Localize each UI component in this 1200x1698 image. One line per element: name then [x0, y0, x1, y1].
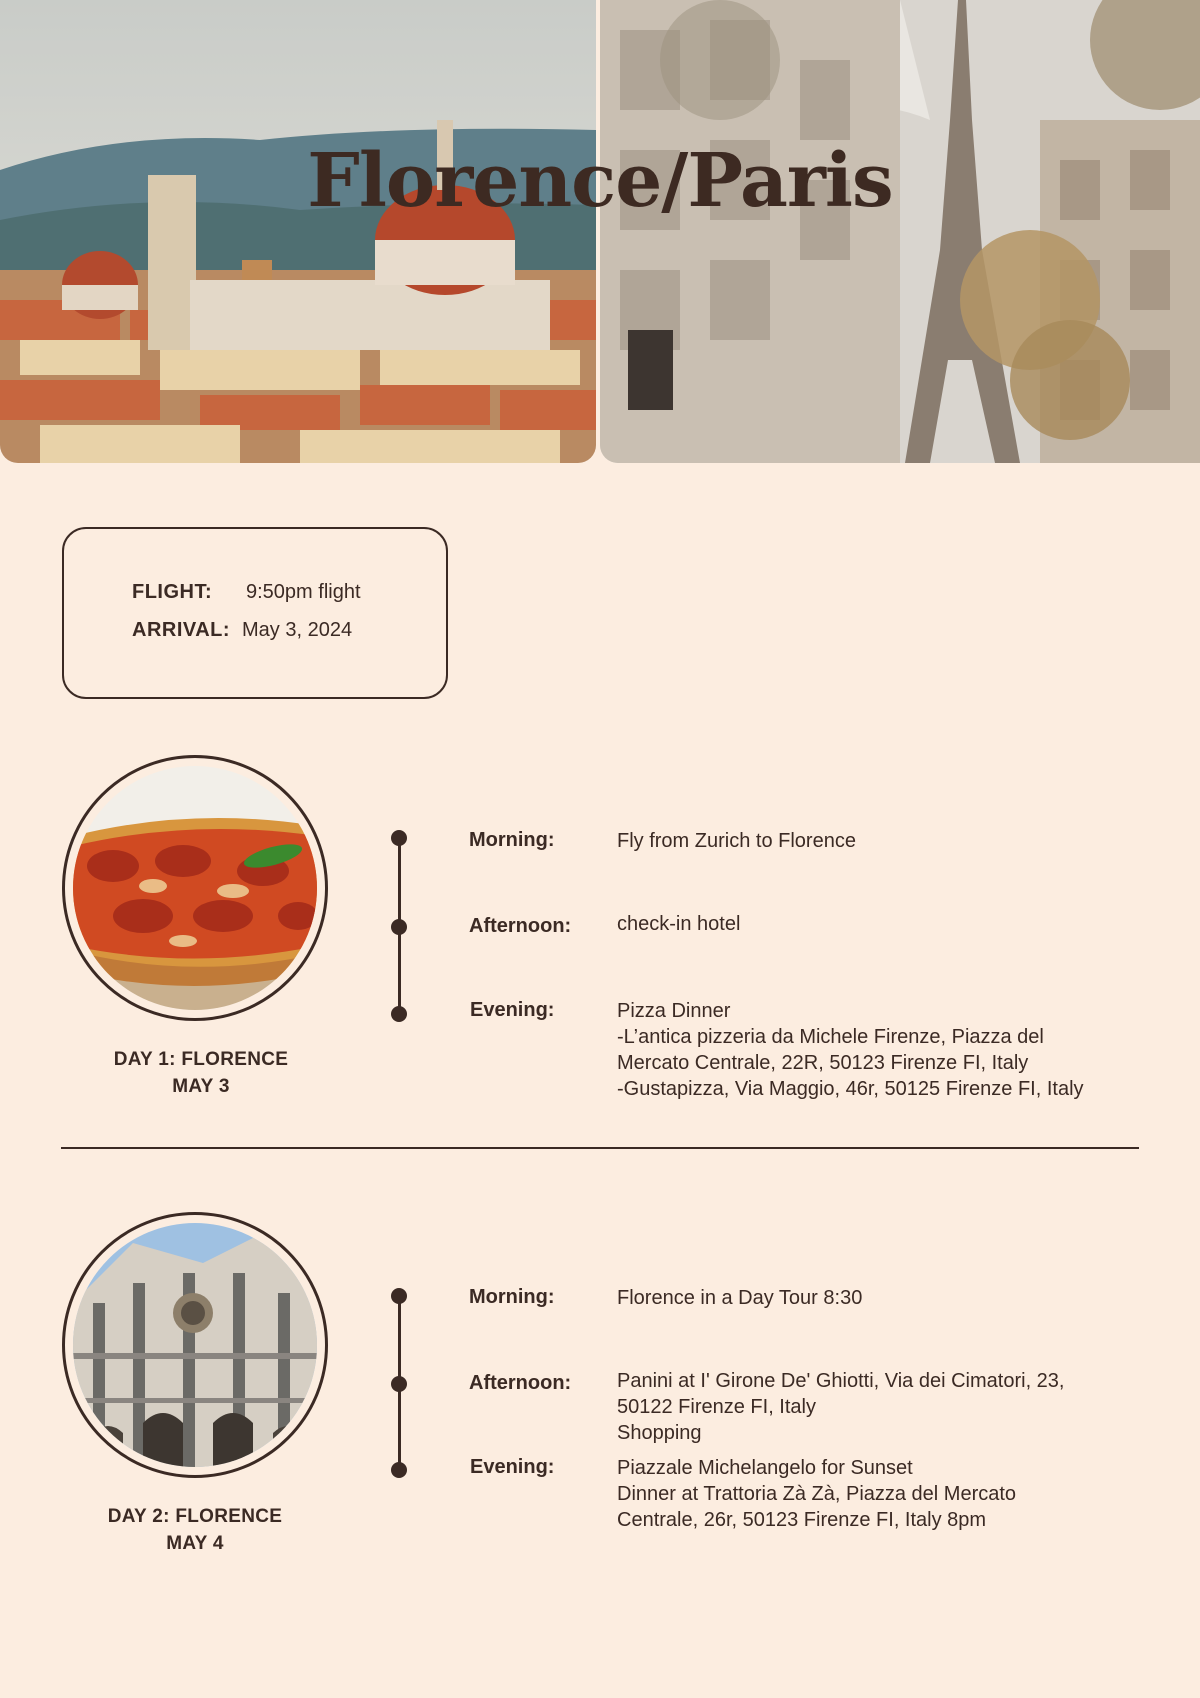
day1-evening-line: -L’antica pizzeria da Michele Firenze, Piazza del [617, 1026, 1044, 1048]
flight-value: 9:50pm flight [246, 581, 361, 603]
day2-evening-desc [617, 1455, 1177, 1533]
section-divider [61, 1147, 1139, 1149]
day2-morning-line: Florence in a Day Tour 8:30 [617, 1287, 863, 1309]
day1-caption [68, 1046, 334, 1100]
day2-afternoon-desc [617, 1368, 1177, 1446]
day1-afternoon-label: Afternoon: [469, 915, 572, 937]
hero-banner [0, 0, 1200, 463]
day2-morning-desc [617, 1285, 1177, 1311]
day2-timeline-dot-afternoon [391, 1376, 407, 1392]
flight-row [132, 581, 361, 604]
day1-caption-title: DAY 1: FLORENCE [113, 1049, 289, 1070]
day2-afternoon-label: Afternoon: [469, 1372, 572, 1394]
day1-morning-label: Morning: [469, 829, 555, 851]
florence-skyline-photo [0, 0, 596, 463]
day2-evening-label: Evening: [470, 1456, 555, 1478]
day1-photo-frame [62, 755, 328, 1021]
day1-morning-line: Fly from Zurich to Florence [617, 830, 856, 852]
page-title: Florence/Paris [307, 138, 893, 224]
day1-evening-desc [617, 998, 1177, 1102]
day2-timeline-dot-morning [391, 1288, 407, 1304]
day1-morning-desc [617, 828, 1177, 854]
day2-afternoon-line: Panini at I' Girone De' Ghiotti, Via dei Cimatori, 23, [617, 1370, 1065, 1392]
pizza-photo [73, 766, 317, 1010]
day1-afternoon-line: check-in hotel [617, 913, 741, 935]
day2-timeline-dot-evening [391, 1462, 407, 1478]
day1-afternoon-desc [617, 911, 1177, 937]
day2-afternoon-line: Shopping [617, 1422, 702, 1444]
day2-evening-line: Dinner at Trattoria Zà Zà, Piazza del Mercato [617, 1483, 1017, 1505]
day1-evening-line: -Gustapizza, Via Maggio, 46r, 50125 Firenze FI, Italy [617, 1078, 1084, 1100]
day1-caption-date: MAY 3 [172, 1076, 230, 1097]
arrival-value: May 3, 2024 [242, 619, 353, 641]
paris-street-photo [600, 0, 1200, 463]
day1-timeline-dot-evening [391, 1006, 407, 1022]
day2-afternoon-line: 50122 Firenze FI, Italy [617, 1396, 816, 1418]
day1-timeline-dot-afternoon [391, 919, 407, 935]
day2-caption-title: DAY 2: FLORENCE [107, 1506, 283, 1527]
day2-caption [62, 1503, 328, 1557]
day1-evening-line: Pizza Dinner [617, 1000, 731, 1022]
day1-timeline-dot-morning [391, 830, 407, 846]
florence-cathedral-facade-photo [73, 1223, 317, 1467]
day1-evening-label: Evening: [470, 999, 555, 1021]
arrival-row [132, 619, 353, 642]
arrival-label: ARRIVAL: [132, 619, 231, 641]
flight-info-box [62, 527, 448, 699]
day2-evening-line: Centrale, 26r, 50123 Firenze FI, Italy 8pm [617, 1509, 987, 1531]
day2-morning-label: Morning: [469, 1286, 555, 1308]
day2-evening-line: Piazzale Michelangelo for Sunset [617, 1457, 913, 1479]
day2-photo-frame [62, 1212, 328, 1478]
day1-evening-line: Mercato Centrale, 22R, 50123 Firenze FI, Italy [617, 1052, 1029, 1074]
day2-caption-date: MAY 4 [166, 1533, 224, 1554]
flight-label: FLIGHT: [132, 581, 213, 603]
